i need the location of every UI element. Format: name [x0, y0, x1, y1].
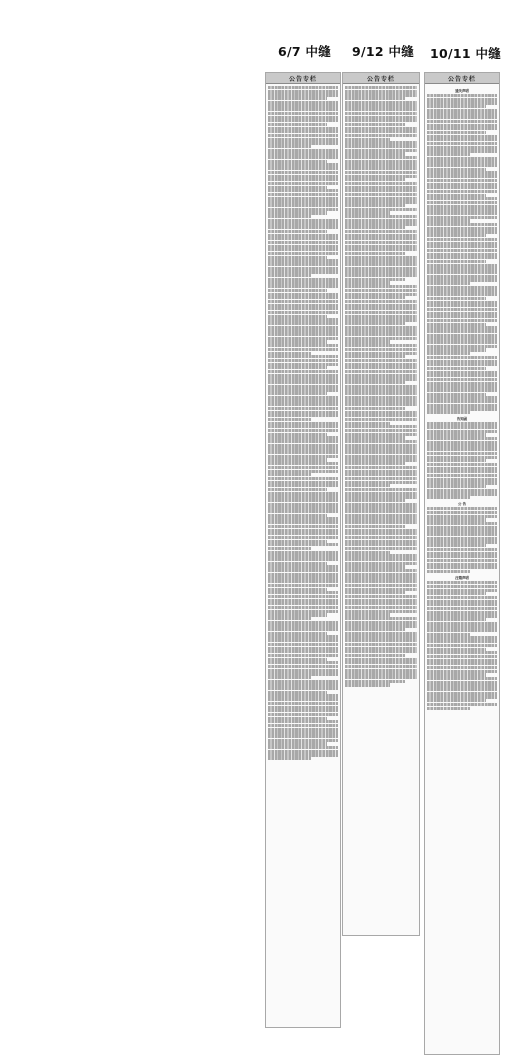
notice-text-line: [427, 496, 470, 499]
notice-block: [268, 149, 338, 219]
notice-column-3: [424, 72, 500, 1055]
notice-block: [268, 355, 338, 421]
notice-block: [268, 477, 338, 550]
notice-title: 注销声明: [455, 576, 469, 581]
notice-block: [268, 621, 338, 680]
notice-text-line: [427, 411, 470, 414]
notice-block: [345, 86, 417, 141]
notice-title: 遗失声明: [455, 89, 469, 93]
notice-block: [345, 617, 417, 687]
notice-column-1: [265, 72, 341, 1028]
notice-text-line: [268, 757, 311, 760]
column-body: [343, 84, 419, 687]
notice-block: [427, 502, 497, 573]
notice-text-line: [427, 570, 470, 573]
notice-block: [427, 636, 497, 709]
notice-block: [345, 141, 417, 214]
column-header-2: 9/12 中缝: [352, 44, 415, 59]
notice-block: [345, 344, 417, 425]
notice-block: [345, 425, 417, 487]
notice-text-line: [345, 683, 390, 686]
notice-block: [427, 286, 497, 356]
notice-block: [427, 89, 497, 156]
notice-title: 告知函: [456, 417, 468, 422]
notice-block: [268, 86, 338, 148]
notice-block: [427, 223, 497, 285]
notice-block: [345, 285, 417, 344]
notice-block: [268, 219, 338, 278]
notice-block: [268, 278, 338, 355]
column-header-3: 10/11 中缝: [430, 46, 502, 61]
column-body: [425, 84, 499, 710]
column-header-1: 6/7 中缝: [278, 44, 332, 59]
notice-block: [427, 576, 497, 636]
notice-block: [427, 356, 497, 415]
notice-title: 公 告: [458, 502, 466, 507]
notice-block: [268, 551, 338, 621]
column-masthead: 公告专栏: [266, 73, 340, 84]
notice-block: [345, 554, 417, 616]
notice-block: [427, 417, 497, 499]
notice-block: [268, 422, 338, 477]
column-body: [266, 84, 340, 760]
notice-text-line: [427, 707, 470, 710]
notice-block: [427, 157, 497, 223]
column-masthead: 公告专栏: [425, 73, 499, 84]
notice-block: [345, 488, 417, 554]
notice-block: [268, 680, 338, 761]
notice-block: [345, 215, 417, 285]
notice-column-2: [342, 72, 420, 936]
column-masthead: 公告专栏: [343, 73, 419, 84]
